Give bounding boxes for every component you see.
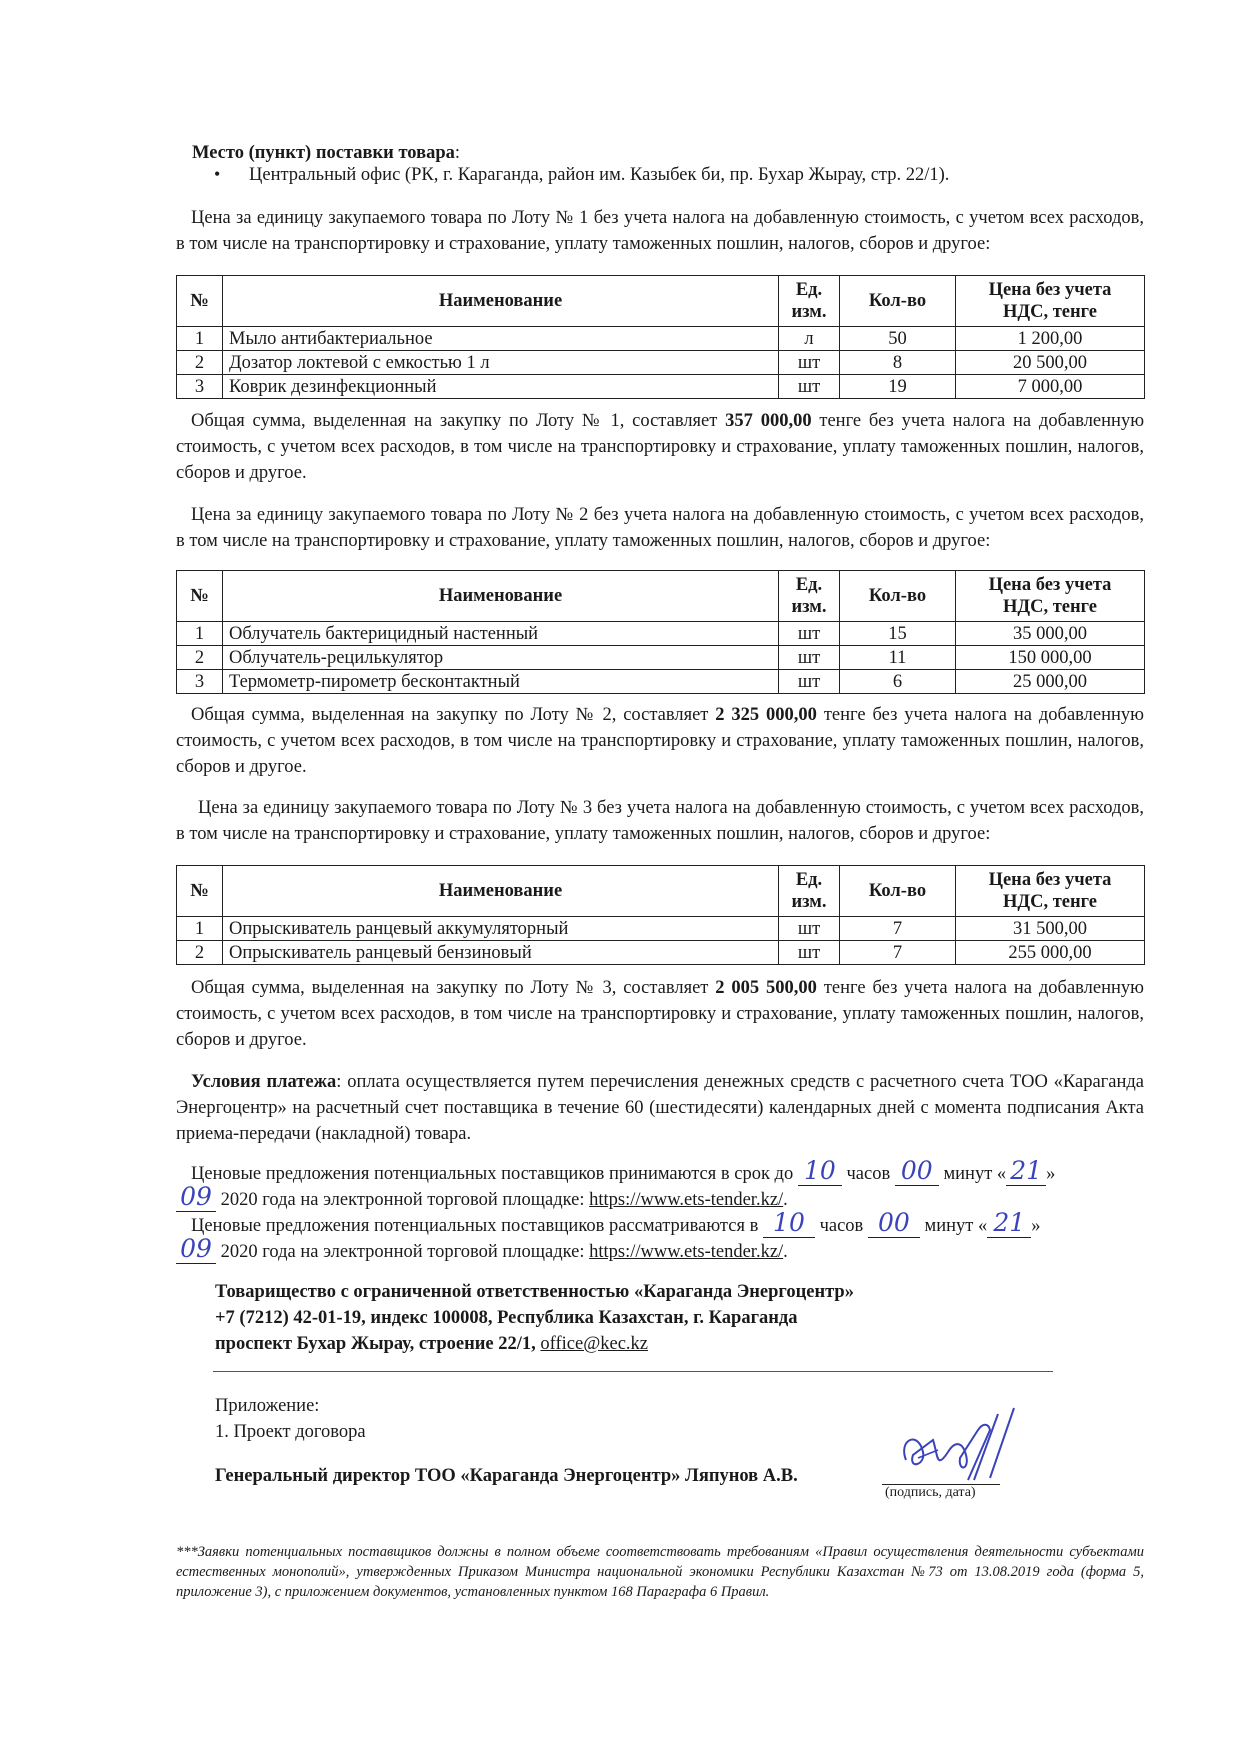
cell-qty: 50 [840, 327, 956, 351]
cell-price: 7 000,00 [956, 375, 1145, 399]
signatory: Генеральный директор ТОО «Караганда Энергоцентр» Ляпунов А.В. [215, 1466, 798, 1486]
company-name: Товарищество с ограниченной ответственностью «Караганда Энергоцентр» [215, 1282, 854, 1302]
delivery-title: Место (пункт) поставки товара: [192, 143, 461, 163]
cell-qty: 15 [840, 622, 956, 646]
lot2-total: Общая сумма, выделенная на закупку по Лоту № 2, составляет 2 325 000,00 тенге без учета налога на добавленную стоимость, с учетом всех расходов, в том числе на транспортировку и страхование, уплату таможенных пошлин, налогов, сборов и другое. [176, 705, 1144, 777]
cell-price: 35 000,00 [956, 622, 1145, 646]
table-row [177, 327, 1145, 351]
cell-unit: шт [779, 351, 840, 375]
divider [213, 1371, 1053, 1372]
cell-num: 2 [177, 941, 223, 965]
lot1-intro: Цена за единицу закупаемого товара по Лоту № 1 без учета налога на добавленную стоимость, с учетом всех расходов, в том числе на транспортировку и страхование, уплату таможенных пошлин, налогов, сборов и другое: [176, 208, 1144, 254]
cell-unit: шт [779, 917, 840, 941]
table-header-row [177, 571, 1145, 622]
header-price: Цена без учета НДС, тенге [956, 866, 1145, 917]
hand-day: 21 [1010, 1156, 1043, 1185]
header-qty: Кол-во [840, 276, 956, 327]
cell-price: 1 200,00 [956, 327, 1145, 351]
signature-image [878, 1400, 1028, 1495]
cell-unit: шт [779, 622, 840, 646]
cell-num: 2 [177, 646, 223, 670]
cell-name: Опрыскиватель ранцевый бензиновый [223, 941, 779, 965]
cell-num: 1 [177, 622, 223, 646]
header-num: № [177, 276, 223, 327]
table-row [177, 375, 1145, 399]
footnote: ***Заявки потенциальных поставщиков должны в полном объеме соответствовать требованиям «Правил осуществления деятельности субъектами естественных монополий», утвержденных Приказом Министра национальной экономики Республики Казахстан №73 от 13.08.2019 года (форма 5, приложение 3), с приложением документов, установленных пунктом 168 Параграфа 6 Правил. [176, 1543, 1144, 1600]
cell-unit: шт [779, 670, 840, 694]
attachment-title: Приложение: [215, 1396, 320, 1416]
header-unit: Ед. изм. [779, 276, 840, 327]
hand-minute: 00 [900, 1156, 933, 1185]
hand-hour: 10 [803, 1156, 836, 1185]
payment-terms: Условия платежа: оплата осуществляется путем перечисления денежных средств с расчетного счета ТОО «Караганда Энергоцентр» на расчетный счет поставщика в течение 60 (шестидесяти) календарных дней с момента подписания Акта приема-передачи (накладной) товара. [176, 1072, 1144, 1144]
table-row [177, 917, 1145, 941]
cell-qty: 6 [840, 670, 956, 694]
lot1-total: Общая сумма, выделенная на закупку по Лоту № 1, составляет 357 000,00 тенге без учета налога на добавленную стоимость, с учетом всех расходов, в том числе на транспортировку и страхование, уплату таможенных пошлин, налогов, сборов и другое. [176, 411, 1145, 483]
cell-qty: 19 [840, 375, 956, 399]
tender-link[interactable]: https://www.ets-tender.kz/ [589, 1190, 784, 1210]
header-name: Наименование [223, 571, 779, 622]
cell-qty: 7 [840, 917, 956, 941]
cell-name: Мыло антибактериальное [223, 327, 779, 351]
cell-name: Термометр-пирометр бесконтактный [223, 670, 779, 694]
company-phone: +7 (7212) 42-01-19, индекс 100008, Республика Казахстан, г. Караганда [215, 1308, 798, 1328]
bullet-icon: • [214, 164, 221, 184]
header-qty: Кол-во [840, 571, 956, 622]
cell-num: 3 [177, 670, 223, 694]
header-unit: Ед. изм. [779, 571, 840, 622]
table-header-row [177, 866, 1145, 917]
email-link[interactable]: office@kec.kz [540, 1334, 649, 1354]
cell-unit: шт [779, 941, 840, 965]
cell-name: Опрыскиватель ранцевый аккумуляторный [223, 917, 779, 941]
header-unit: Ед. изм. [779, 866, 840, 917]
cell-qty: 7 [840, 941, 956, 965]
header-price: Цена без учета НДС, тенге [956, 571, 1145, 622]
cell-qty: 11 [840, 646, 956, 670]
hand-day: 21 [993, 1208, 1026, 1237]
company-address: проспект Бухар Жырау, строение 22/1, office@kec.kz [215, 1334, 649, 1354]
lot2-intro: Цена за единицу закупаемого товара по Лоту № 2 без учета налога на добавленную стоимость, с учетом всех расходов, в том числе на транспортировку и страхование, уплату таможенных пошлин, налогов, сборов и другое: [176, 505, 1144, 551]
lot3-total: Общая сумма, выделенная на закупку по Лоту № 3, составляет 2 005 500,00 тенге без учета налога на добавленную стоимость, с учетом всех расходов, в том числе на транспортировку и страхование, уплату таможенных пошлин, налогов, сборов и другое. [176, 978, 1144, 1050]
cell-price: 255 000,00 [956, 941, 1145, 965]
cell-price: 20 500,00 [956, 351, 1145, 375]
header-num: № [177, 866, 223, 917]
cell-num: 2 [177, 351, 223, 375]
cell-num: 1 [177, 327, 223, 351]
signature-caption: (подпись, дата) [885, 1485, 976, 1500]
cell-price: 31 500,00 [956, 917, 1145, 941]
header-name: Наименование [223, 866, 779, 917]
hand-month: 09 [180, 1182, 212, 1211]
deadline-review: Ценовые предложения потенциальных поставщиков рассматриваются в 10 часов 00 минут « 21 » [191, 1208, 1041, 1237]
table-header-row [177, 276, 1145, 327]
cell-name: Облучатель бактерицидный настенный [223, 622, 779, 646]
table-row [177, 670, 1145, 694]
table-row [177, 622, 1145, 646]
header-qty: Кол-во [840, 866, 956, 917]
lot3-intro: Цена за единицу закупаемого товара по Лоту № 3 без учета налога на добавленную стоимость, с учетом всех расходов, в том числе на транспортировку и страхование, уплату таможенных пошлин, налогов, сборов и другое: [176, 798, 1144, 844]
tender-link[interactable]: https://www.ets-tender.kz/ [589, 1242, 784, 1262]
hand-month: 09 [180, 1234, 212, 1263]
cell-qty: 8 [840, 351, 956, 375]
cell-unit: л [779, 327, 840, 351]
cell-num: 1 [177, 917, 223, 941]
header-num: № [177, 571, 223, 622]
deadline-accept: Ценовые предложения потенциальных поставщиков принимаются в срок до 10 часов 00 минут « 21 » [191, 1156, 1056, 1185]
cell-unit: шт [779, 375, 840, 399]
hand-minute: 00 [878, 1208, 910, 1237]
table-row [177, 646, 1145, 670]
header-name: Наименование [223, 276, 779, 327]
table-row [177, 351, 1145, 375]
lot2-table [176, 570, 1145, 694]
lot3-table [176, 865, 1145, 965]
delivery-item: Центральный офис (РК, г. Караганда, район им. Казыбек би, пр. Бухар Жырау, стр. 22/1). [249, 165, 950, 185]
header-price: Цена без учета НДС, тенге [956, 276, 1145, 327]
lot1-table [176, 275, 1145, 399]
cell-unit: шт [779, 646, 840, 670]
cell-price: 150 000,00 [956, 646, 1145, 670]
deadline-accept-line2: 09 2020 года на электронной торговой площадке: https://www.ets-tender.kz/. [176, 1186, 788, 1213]
cell-name: Дозатор локтевой с емкостью 1 л [223, 351, 779, 375]
deadline-review-line2: 09 2020 года на электронной торговой площадке: https://www.ets-tender.kz/. [176, 1238, 788, 1265]
table-row [177, 941, 1145, 965]
cell-num: 3 [177, 375, 223, 399]
attachment-item: 1. Проект договора [215, 1422, 366, 1442]
hand-hour: 10 [773, 1208, 805, 1237]
cell-price: 25 000,00 [956, 670, 1145, 694]
cell-name: Коврик дезинфекционный [223, 375, 779, 399]
cell-name: Облучатель-рецилькулятор [223, 646, 779, 670]
